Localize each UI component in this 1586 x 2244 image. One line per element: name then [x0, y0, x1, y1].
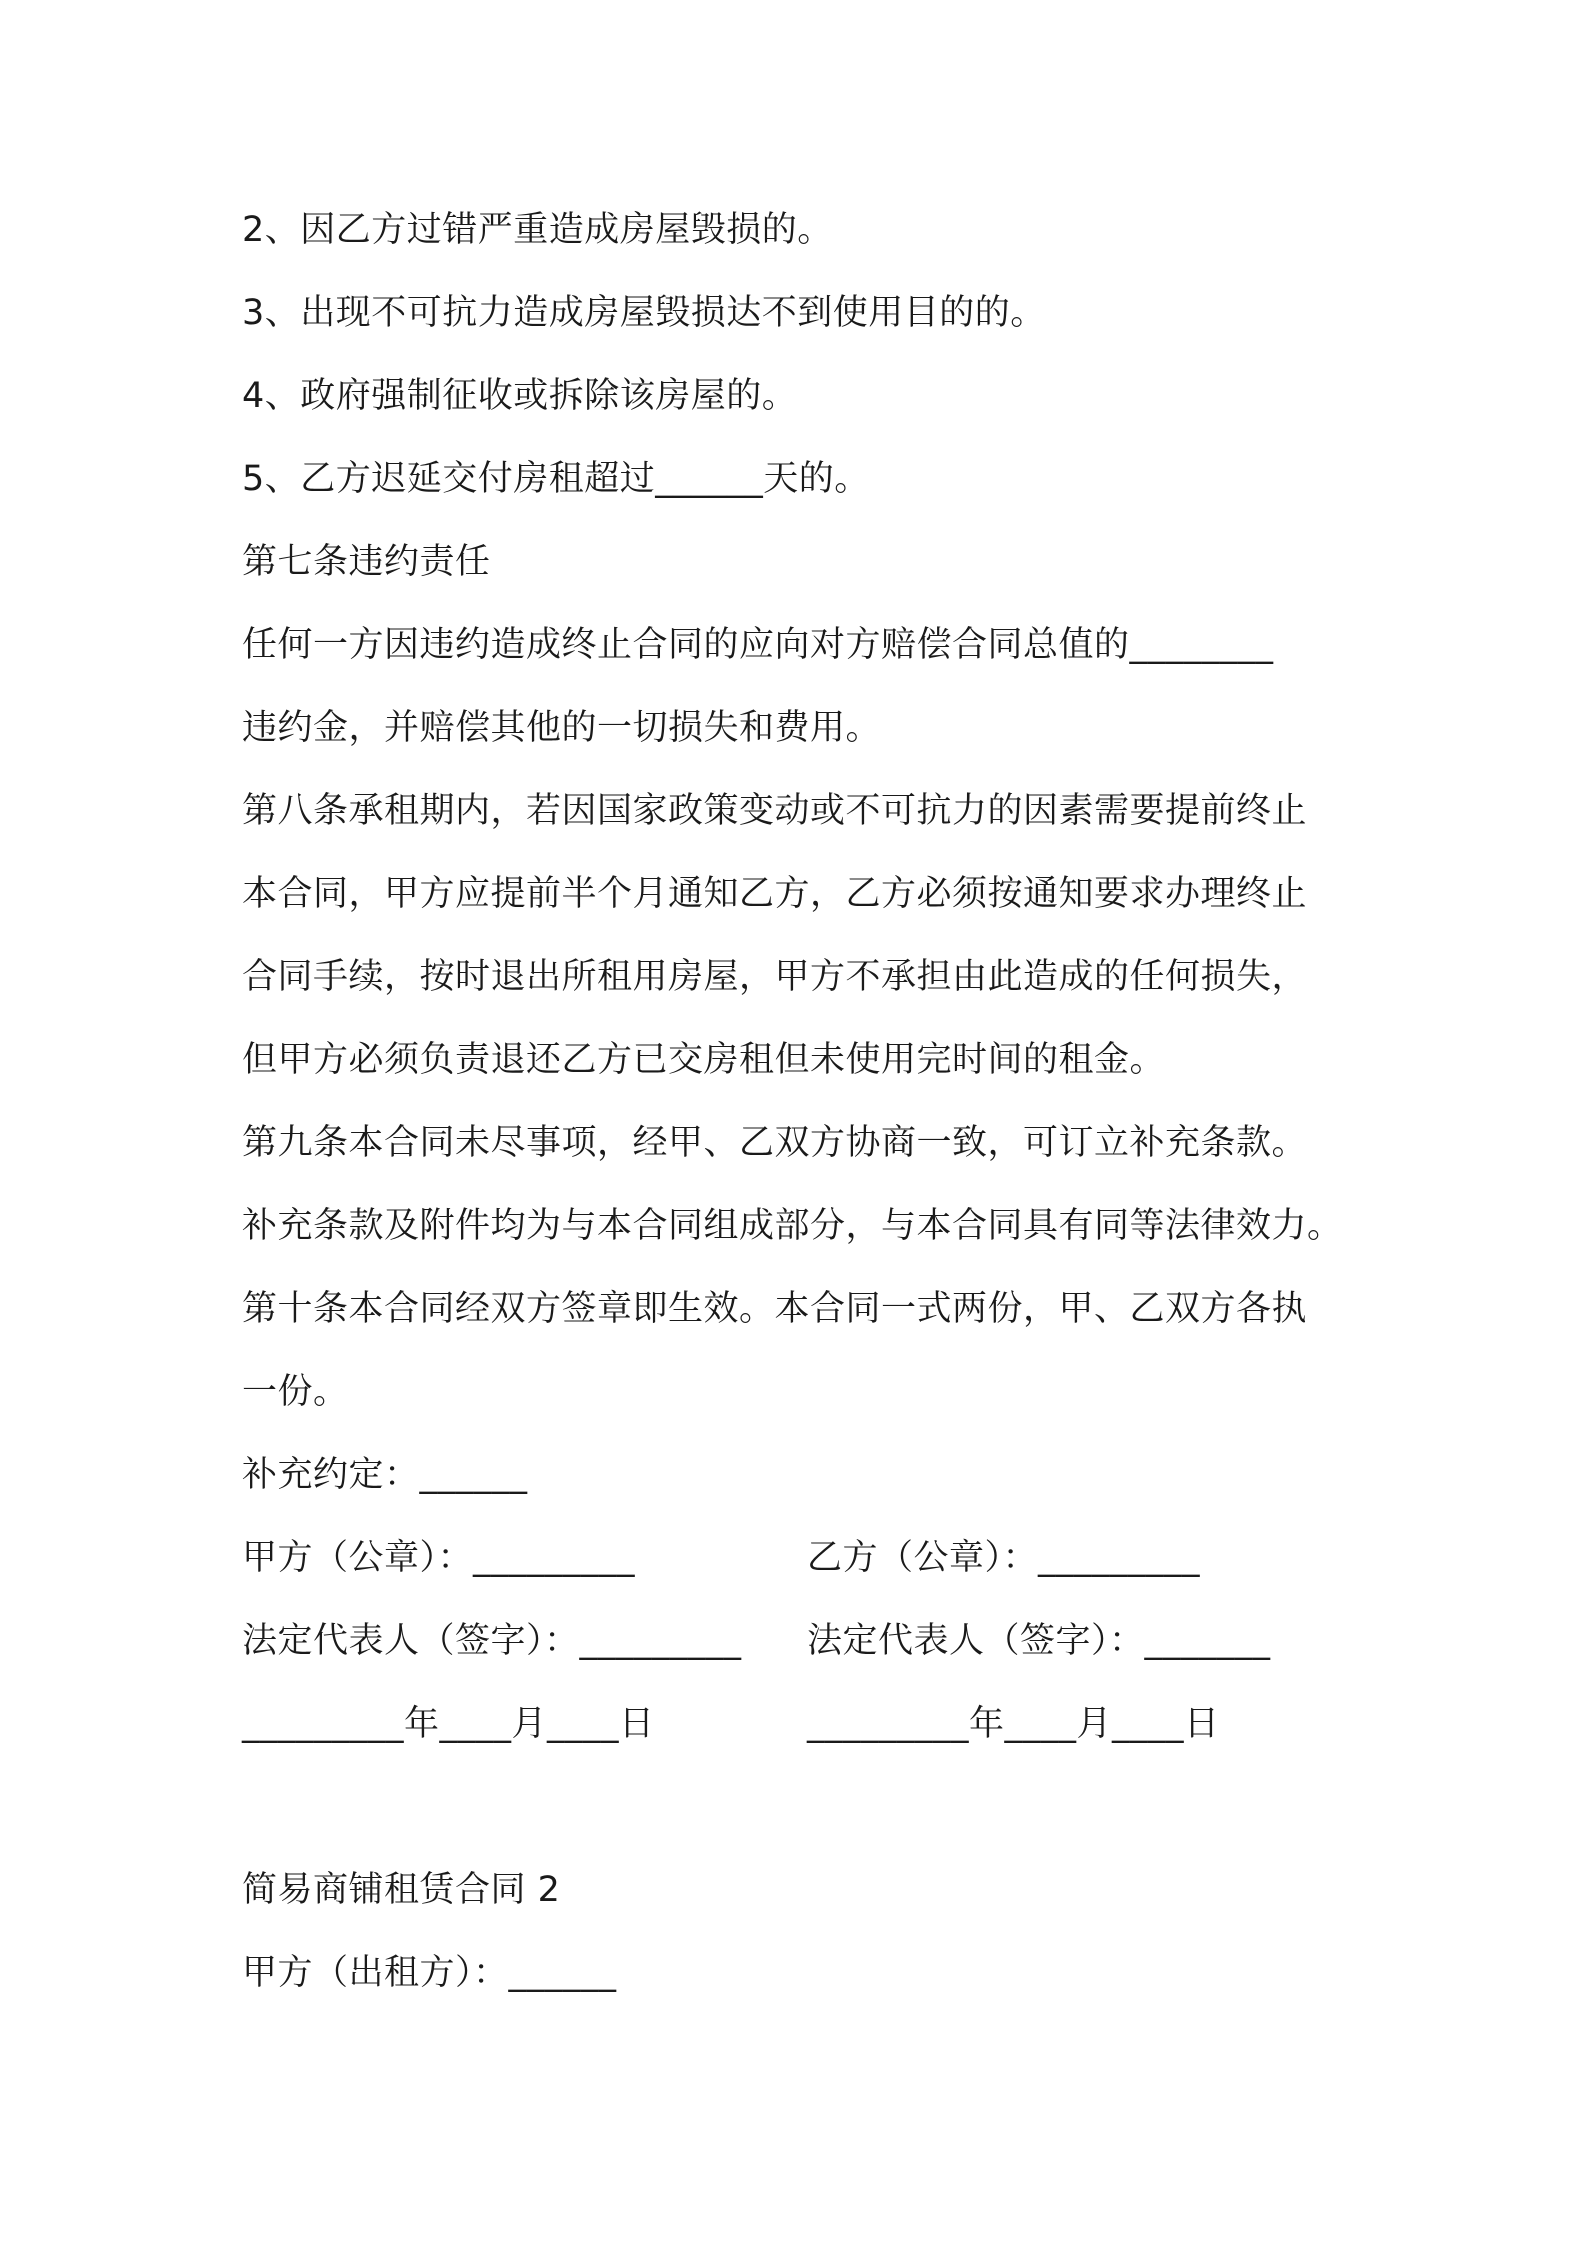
party-a-seal: 甲方（公章）：_________	[242, 1538, 636, 1578]
paragraph-line: 合同手续，按时退出所租用房屋，甲方不承担由此造成的任何损失，	[242, 957, 1308, 997]
party-b-date: _________年____月____日	[807, 1704, 1220, 1744]
paragraph-line: 第八条承租期内，若因国家政策变动或不可抗力的因素需要提前终止	[242, 791, 1308, 831]
clause-line-1: 2、因乙方过错严重造成房屋毁损的。	[242, 210, 833, 250]
clause-line-4: 5、乙方迟延交付房租超过______天的。	[242, 459, 870, 499]
paragraph-line: 第九条本合同未尽事项，经甲、乙双方协商一致，可订立补充条款。	[242, 1123, 1308, 1163]
clause-line-3: 4、政府强制征收或拆除该房屋的。	[242, 376, 798, 416]
next-contract-party-a: 甲方（出租方）：______	[242, 1953, 617, 1993]
paragraph-line: 违约金，并赔偿其他的一切损失和费用。	[242, 708, 882, 748]
supplement-line: 补充约定：______	[242, 1455, 528, 1495]
party-a-representative: 法定代表人（签字）：_________	[242, 1621, 742, 1661]
paragraph-line: 补充条款及附件均为与本合同组成部分，与本合同具有同等法律效力。	[242, 1206, 1343, 1246]
party-b-representative: 法定代表人（签字）：_______	[807, 1621, 1271, 1661]
paragraph-line: 第十条本合同经双方签章即生效。本合同一式两份，甲、乙双方各执	[242, 1289, 1308, 1329]
paragraph-line: 一份。	[242, 1372, 349, 1412]
paragraph-line: 但甲方必须负责退还乙方已交房租但未使用完时间的租金。	[242, 1040, 1166, 1080]
next-contract-title: 简易商铺租赁合同 2	[242, 1870, 561, 1910]
section-heading-breach: 第七条违约责任	[242, 542, 491, 582]
party-b-seal: 乙方（公章）：_________	[807, 1538, 1201, 1578]
clause-line-2: 3、出现不可抗力造成房屋毁损达不到使用目的的。	[242, 293, 1046, 333]
paragraph-line: 本合同，甲方应提前半个月通知乙方，乙方必须按通知要求办理终止	[242, 874, 1308, 914]
paragraph-line: 任何一方因违约造成终止合同的应向对方赔偿合同总值的________	[242, 625, 1274, 665]
party-a-date: _________年____月____日	[242, 1704, 655, 1744]
